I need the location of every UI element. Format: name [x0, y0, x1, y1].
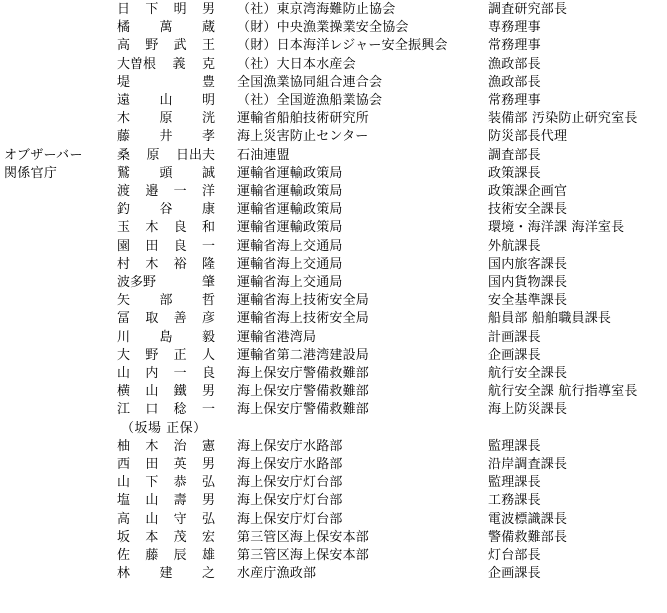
- member-organization: 海上災害防止センター: [237, 129, 369, 145]
- roster-row: [0, 565, 667, 583]
- member-title: 企画課長: [488, 566, 541, 582]
- name-part: 男: [201, 384, 215, 400]
- member-title: 調査研究部長: [488, 2, 568, 17]
- roster-row: [0, 511, 667, 529]
- name-part: 原: [159, 111, 173, 127]
- member-title: 環境・海洋課 海洋室長: [488, 220, 625, 236]
- name-part: 園: [117, 238, 131, 254]
- member-organization: 運輸省海上交通局: [237, 238, 343, 254]
- member-title: 計画課長: [488, 329, 541, 345]
- member-name: [117, 110, 215, 128]
- name-part: 和: [201, 220, 215, 236]
- name-part: 洋: [201, 184, 215, 199]
- name-part: 部: [159, 293, 173, 309]
- name-part: 下: [145, 475, 159, 491]
- name-part: 一: [201, 238, 215, 254]
- member-title: 警備救難部長: [488, 529, 568, 545]
- member-organization: 石油連盟: [237, 147, 290, 163]
- name-part: 高: [117, 511, 131, 527]
- roster-row: [0, 274, 667, 292]
- roster-row: [0, 256, 667, 274]
- member-name: [117, 438, 215, 456]
- name-part: 弘: [201, 475, 215, 491]
- name-part: 冨: [117, 311, 131, 327]
- member-name: [117, 128, 215, 146]
- name-part: 藤: [117, 129, 131, 145]
- name-part: 正: [173, 347, 187, 363]
- name-part: 良: [173, 220, 187, 236]
- member-name: [117, 474, 215, 492]
- name-note: （坂場 正保）: [121, 420, 207, 436]
- member-title: 監理課長: [488, 438, 541, 454]
- member-organization: 海上保安庁灯台部: [237, 511, 343, 527]
- name-part: 橘: [117, 20, 131, 36]
- member-name: [117, 292, 215, 310]
- member-name: [117, 547, 215, 565]
- member-name: [117, 147, 215, 165]
- member-name: [117, 74, 215, 92]
- member-name: [117, 219, 215, 237]
- member-organization: 運輸省第二港湾建設局: [237, 347, 370, 363]
- member-title: 国内貨物課長: [488, 275, 568, 290]
- member-organization: 海上保安庁灯台部: [237, 475, 343, 491]
- name-part: 王: [201, 38, 215, 54]
- name-part: 一: [173, 184, 187, 199]
- member-title: 漁政部長: [488, 56, 541, 72]
- member-organization: 運輸省運輸政策局: [237, 184, 343, 199]
- member-title: 航行安全課 航行指導室長: [488, 384, 638, 400]
- name-part: 藤: [145, 548, 159, 563]
- name-part: 良: [173, 238, 187, 254]
- name-part: 日: [117, 2, 131, 17]
- name-part: 内: [145, 366, 159, 381]
- roster-row: [0, 110, 667, 128]
- member-title: 海上防災課長: [488, 402, 568, 418]
- name-part: 邉: [145, 184, 159, 199]
- member-title: 船員部 船舶職員課長: [488, 311, 612, 327]
- name-part: 稔: [173, 402, 187, 418]
- member-title: 沿岸調査課長: [488, 457, 568, 472]
- member-name: [117, 456, 215, 474]
- member-organization: 海上保安庁警備救難部: [237, 384, 370, 400]
- name-part: 山: [117, 475, 131, 491]
- member-title: 技術安全課長: [488, 202, 568, 218]
- roster-row: [0, 147, 667, 165]
- name-part: 西: [117, 457, 131, 472]
- member-name: [117, 201, 215, 219]
- name-part: 萬: [159, 20, 173, 36]
- member-organization: 運輸省運輸政策局: [237, 220, 343, 236]
- member-organization: 運輸省運輸政策局: [237, 165, 343, 181]
- name-part: 山: [159, 93, 173, 108]
- roster-row: [0, 492, 667, 510]
- member-title: 外航課長: [488, 238, 541, 254]
- member-title: 政策課企画官: [488, 184, 568, 199]
- member-name: [117, 383, 215, 401]
- roster-row: [0, 383, 667, 401]
- member-title: 安全基準課長: [488, 293, 568, 309]
- roster-row: [0, 292, 667, 310]
- member-title: 監理課長: [488, 475, 541, 491]
- member-name: [117, 56, 215, 74]
- name-part: 井: [159, 129, 173, 145]
- name-part: 釣: [117, 202, 131, 218]
- member-name: [117, 37, 215, 55]
- member-title: 調査部長: [488, 147, 541, 163]
- member-organization: 運輸省海上技術安全局: [237, 311, 370, 327]
- name-part: 木: [117, 111, 131, 127]
- name-part: 本: [145, 529, 159, 545]
- member-name: [117, 1, 215, 19]
- member-name: [117, 310, 215, 328]
- member-title: 防災部長代理: [488, 129, 568, 145]
- member-organization: 水産庁漁政部: [237, 566, 317, 582]
- roster-row: [0, 420, 667, 438]
- name-part: 矢: [117, 293, 131, 309]
- name-part: 宏: [201, 529, 215, 545]
- member-organization: 海上保安庁警備救難部: [237, 402, 370, 418]
- name-part: 一: [173, 366, 187, 381]
- name-part: 英: [173, 457, 187, 472]
- name-part: 大曽根: [117, 56, 157, 72]
- name-part: 男: [201, 2, 215, 17]
- name-part: 裕: [173, 256, 187, 272]
- name-part: 原: [146, 147, 160, 163]
- name-part: 克: [201, 56, 215, 72]
- roster-row: [0, 329, 667, 347]
- name-part: 田: [145, 457, 159, 472]
- name-part: 島: [159, 329, 173, 345]
- member-title: 航行安全課長: [488, 366, 568, 381]
- name-part: 明: [201, 93, 215, 108]
- name-part: 川: [117, 329, 131, 345]
- member-organization: 運輸省海上交通局: [237, 275, 343, 290]
- roster-row: [0, 219, 667, 237]
- member-organization: 運輸省海上技術安全局: [237, 293, 370, 309]
- name-part: 治: [173, 438, 187, 454]
- member-name: [117, 183, 215, 201]
- name-part: 康: [201, 202, 215, 218]
- name-part: 孝: [201, 129, 215, 145]
- name-part: 男: [201, 493, 215, 509]
- member-organization: （財）中央漁業操業安全協会: [237, 20, 409, 36]
- name-part: 壽: [173, 493, 187, 509]
- roster-row: [0, 74, 667, 92]
- member-organization: 運輸省海上交通局: [237, 256, 343, 272]
- name-part: 波多野: [117, 275, 157, 290]
- name-part: 木: [145, 438, 159, 454]
- name-part: 茂: [173, 529, 187, 545]
- member-name: [117, 492, 215, 510]
- member-name: [117, 329, 215, 347]
- name-part: 日出夫: [175, 147, 215, 163]
- member-name: [117, 511, 215, 529]
- name-part: 田: [145, 238, 159, 254]
- name-part: 堤: [117, 74, 131, 90]
- name-part: 人: [201, 347, 215, 363]
- name-part: 雄: [201, 548, 215, 563]
- name-part: 武: [173, 38, 187, 54]
- name-part: 坂: [117, 529, 131, 545]
- name-part: 山: [145, 384, 159, 400]
- member-organization: 第三管区海上保安本部: [237, 529, 370, 545]
- roster-row: [0, 183, 667, 201]
- member-organization: 海上保安庁水路部: [237, 457, 343, 472]
- name-part: 毅: [201, 329, 215, 345]
- category-label: 関係官庁: [4, 165, 58, 181]
- name-part: 誠: [201, 165, 215, 181]
- member-name: [117, 274, 215, 292]
- roster-row: [0, 310, 667, 328]
- roster-row: [0, 128, 667, 146]
- roster-row: [0, 456, 667, 474]
- roster-row: [0, 165, 667, 183]
- name-part: 恭: [173, 475, 187, 491]
- name-part: 一: [201, 402, 215, 418]
- name-part: 江: [117, 402, 131, 418]
- member-title: 常務理事: [488, 93, 541, 108]
- member-title: 企画課長: [488, 347, 541, 363]
- roster-row: [0, 37, 667, 55]
- name-part: 山: [117, 366, 131, 381]
- name-part: 村: [117, 256, 131, 272]
- member-organization: 運輸省運輸政策局: [237, 202, 343, 218]
- member-title: 装備部 汚染防止研究室長: [488, 111, 638, 127]
- member-organization: （社）大日本水産会: [237, 56, 356, 72]
- name-part: 遠: [117, 93, 131, 108]
- member-name: [117, 347, 215, 365]
- name-part: 山: [145, 493, 159, 509]
- member-organization: 第三管区海上保安本部: [237, 548, 370, 563]
- name-part: 明: [173, 2, 187, 17]
- member-name: [117, 92, 215, 110]
- name-part: 弘: [201, 511, 215, 527]
- name-part: 野: [145, 347, 159, 363]
- name-part: 柚: [117, 438, 131, 454]
- member-name: [117, 256, 215, 274]
- member-organization: （社）東京湾海難防止協会: [237, 2, 396, 17]
- name-part: 鐵: [173, 384, 187, 400]
- roster-row: [0, 238, 667, 256]
- member-title: 政策課長: [488, 165, 541, 181]
- member-name: [117, 565, 215, 583]
- name-part: 隆: [201, 256, 215, 272]
- name-part: 塩: [117, 493, 131, 509]
- category-label: オブザーバー: [4, 147, 83, 163]
- member-organization: 海上保安庁警備救難部: [237, 366, 370, 381]
- member-organization: 海上保安庁水路部: [237, 438, 343, 454]
- name-part: 憲: [201, 438, 215, 454]
- name-part: 口: [145, 402, 159, 418]
- roster-row: [0, 547, 667, 565]
- member-name: [117, 365, 215, 383]
- roster-row: [0, 19, 667, 37]
- name-part: 林: [117, 566, 131, 582]
- name-part: 哲: [201, 293, 215, 309]
- member-name: [117, 165, 215, 183]
- member-name: [117, 238, 215, 256]
- name-part: 洸: [201, 111, 215, 127]
- member-title: 灯台部長: [488, 548, 541, 563]
- name-part: 木: [145, 256, 159, 272]
- name-part: 之: [201, 566, 215, 582]
- member-title: 専務理事: [488, 20, 541, 36]
- roster-row: [0, 401, 667, 419]
- roster-row: [0, 56, 667, 74]
- member-title: 電波標識課長: [488, 511, 568, 527]
- member-organization: 海上保安庁灯台部: [237, 493, 343, 509]
- name-part: 頭: [159, 165, 173, 181]
- name-part: 義: [172, 56, 186, 72]
- member-organization: 運輸省港湾局: [237, 329, 317, 345]
- name-part: 守: [173, 511, 187, 527]
- name-part: 高: [117, 38, 131, 54]
- roster-row: [0, 529, 667, 547]
- name-part: 取: [145, 311, 159, 327]
- roster-row: [0, 474, 667, 492]
- name-part: 良: [201, 366, 215, 381]
- member-name: [117, 529, 215, 547]
- roster-row: [0, 365, 667, 383]
- name-part: 大: [117, 347, 131, 363]
- name-part: 桑: [117, 147, 131, 163]
- member-title: 常務理事: [488, 38, 541, 54]
- roster-row: [0, 92, 667, 110]
- member-organization: 運輸省船舶技術研究所: [237, 111, 370, 127]
- name-part: 木: [145, 220, 159, 236]
- name-part: 佐: [117, 548, 131, 563]
- member-organization: （社）全国遊漁船業協会: [237, 93, 383, 108]
- name-part: 谷: [159, 202, 173, 218]
- member-organization: 全国漁業協同組合連合会: [237, 74, 383, 90]
- roster-row: [0, 347, 667, 365]
- name-part: 彦: [201, 311, 215, 327]
- name-part: 辰: [173, 548, 187, 563]
- name-part: 豊: [201, 74, 215, 90]
- roster-row: [0, 438, 667, 456]
- name-part: 鷲: [117, 165, 131, 181]
- member-title: 国内旅客課長: [488, 256, 568, 272]
- name-part: 下: [145, 2, 159, 17]
- name-part: 建: [159, 566, 173, 582]
- name-part: 横: [117, 384, 131, 400]
- member-organization: （財）日本海洋レジャー安全振興会: [237, 38, 448, 54]
- name-part: 男: [201, 457, 215, 472]
- roster-row: [0, 1, 667, 19]
- name-part: 蔵: [201, 20, 215, 36]
- roster-row: [0, 201, 667, 219]
- name-part: 肇: [201, 275, 215, 290]
- name-part: 野: [145, 38, 159, 54]
- name-part: 善: [173, 311, 187, 327]
- name-part: 渡: [117, 184, 131, 199]
- name-part: 玉: [117, 220, 131, 236]
- member-title: 工務課長: [488, 493, 541, 509]
- name-part: 山: [145, 511, 159, 527]
- member-name: [117, 401, 215, 419]
- member-name: [117, 19, 215, 37]
- member-title: 漁政部長: [488, 74, 541, 90]
